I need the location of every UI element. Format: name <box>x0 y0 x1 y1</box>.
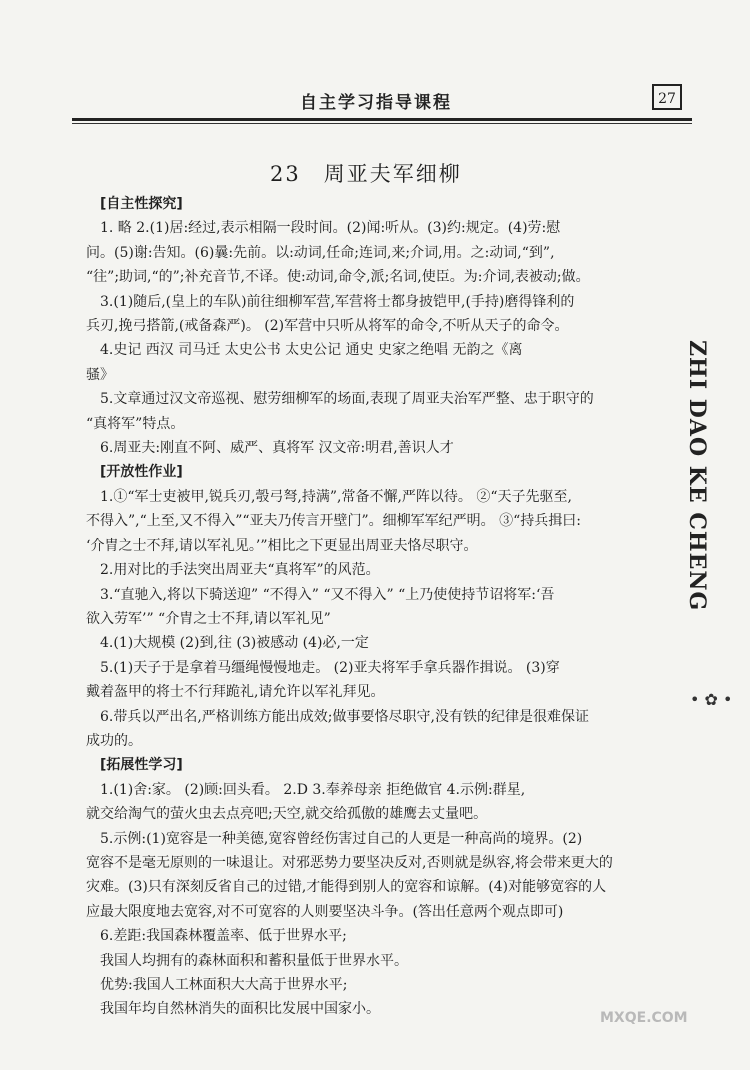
section-heading: [自主性探究] <box>100 196 183 212</box>
text-line: 4.(1)大规模 (2)到,往 (3)被感动 (4)必,一定 <box>100 635 369 652</box>
text-line: 我国年均自然林消失的面积比发展中国家小。 <box>100 1001 380 1018</box>
page-number: 27 <box>652 84 682 110</box>
text-line: 1. 略 2.(1)居:经过,表示相隔一段时间。(2)闻:听从。(3)约:规定。(4)劳:慰 <box>100 220 561 237</box>
text-line: 5.(1)天子于是拿着马缰绳慢慢地走。 (2)亚夫将军手拿兵器作揖说。 (3)穿 <box>100 659 560 676</box>
watermark: MXQE.COM <box>600 1010 688 1026</box>
side-vertical-text: ZHI DAO KE CHENG <box>684 340 710 612</box>
header-rule-thin <box>72 123 692 124</box>
text-line: 问。(5)谢:告知。(6)曩:先前。以:动词,任命;连词,来;介词,用。之:动词,“到”, <box>86 244 555 261</box>
text-line: 6.带兵以严出名,严格训练方能出成效;做事要恪尽职守,没有铁的纪律是很难保证 <box>100 708 589 725</box>
running-header: 自主学习指导课程 <box>300 93 452 113</box>
section-heading: [开放性作业] <box>100 464 183 481</box>
text-line: 应最大限度地去宽容,对不可宽容的人则要坚决斗争。(答出任意两个观点即可) <box>86 903 564 920</box>
text-line: 4.史记 西汉 司马迁 太史公书 太史公记 通史 史家之绝唱 无韵之《离 <box>100 342 523 359</box>
answer-content <box>86 192 660 1022</box>
text-line: 5.文章通过汉文帝巡视、慰劳细柳军的场面,表现了周亚夫治军严整、忠于职守的 <box>100 391 594 408</box>
text-line: 2.用对比的手法突出周亚夫“真将军”的风范。 <box>100 562 380 579</box>
text-line: 我国人均拥有的森林面积和蓄积量低于世界水平。 <box>100 952 408 969</box>
text-line: “真将军”特点。 <box>86 415 185 432</box>
text-line: 成功的。 <box>86 732 142 749</box>
text-line: 1.①“军士吏被甲,锐兵刃,彀弓弩,持满”,常备不懈,严阵以待。 ②“天子先驱至, <box>100 488 572 505</box>
text-line: “往”;助词,“的”;补充音节,不译。使:动词,命令,派;名词,使臣。为:介词,表被动;做。 <box>86 269 590 286</box>
decorative-mark: • ✿ • <box>690 690 733 709</box>
section-heading: [拓展性学习] <box>100 757 183 774</box>
text-line: 6.差距:我国森林覆盖率、低于世界水平; <box>100 928 347 945</box>
text-line: 3.(1)随后,(皇上的车队)前往细柳军营,军营将士都身披铠甲,(手持)磨得锋利的 <box>100 293 575 310</box>
text-line: 灾难。(3)只有深刻反省自己的过错,才能得到别人的宽容和谅解。(4)对能够宽容的人 <box>86 879 607 896</box>
text-line: ‘介胄之士不拜,请以军礼见。’”相比之下更显出周亚夫恪尽职守。 <box>86 537 478 554</box>
text-line: 骚》 <box>86 366 114 383</box>
text-line: 就交给淘气的萤火虫去点亮吧;天空,就交给孤傲的雄鹰去丈量吧。 <box>86 806 488 823</box>
text-line: 不得入”,“上至,又不得入”“亚夫乃传言开壁门”。细柳军军纪严明。 ③“持兵揖曰: <box>86 513 582 530</box>
text-line: 欲入劳军’” “介胄之士不拜,请以军礼见” <box>86 610 331 627</box>
text-line: 5.示例:(1)宽容是一种美德,宽容曾经伤害过自己的人更是一种高尚的境界。(2) <box>100 830 583 847</box>
text-line: 兵刃,挽弓搭箭,(戒备森严)。 (2)军营中只听从将军的命令,不听从天子的命令。 <box>86 318 569 335</box>
text-line: 戴着盔甲的将士不行拜跪礼,请允许以军礼拜见。 <box>86 684 385 701</box>
text-line: 6.周亚夫:刚直不阿、威严、真将军 汉文帝:明君,善识人才 <box>100 440 454 457</box>
text-line: 宽容不是毫无原则的一味退让。对邪恶势力要坚决反对,否则就是纵容,将会带来更大的 <box>86 854 613 871</box>
text-line: 1.(1)舍:家。 (2)顾:回头看。 2.D 3.奉养母亲 拒绝做官 4.示例:群星, <box>100 781 526 798</box>
text-line: 3.“直驰入,将以下骑送迎” “不得入” “又不得入” “上乃使使持节诏将军:‘吾 <box>100 586 555 603</box>
text-line: 优势:我国人工林面积大大高于世界水平; <box>100 977 348 993</box>
chapter-title: 23 周亚夫军细柳 <box>270 162 462 186</box>
header-rule <box>72 118 692 121</box>
